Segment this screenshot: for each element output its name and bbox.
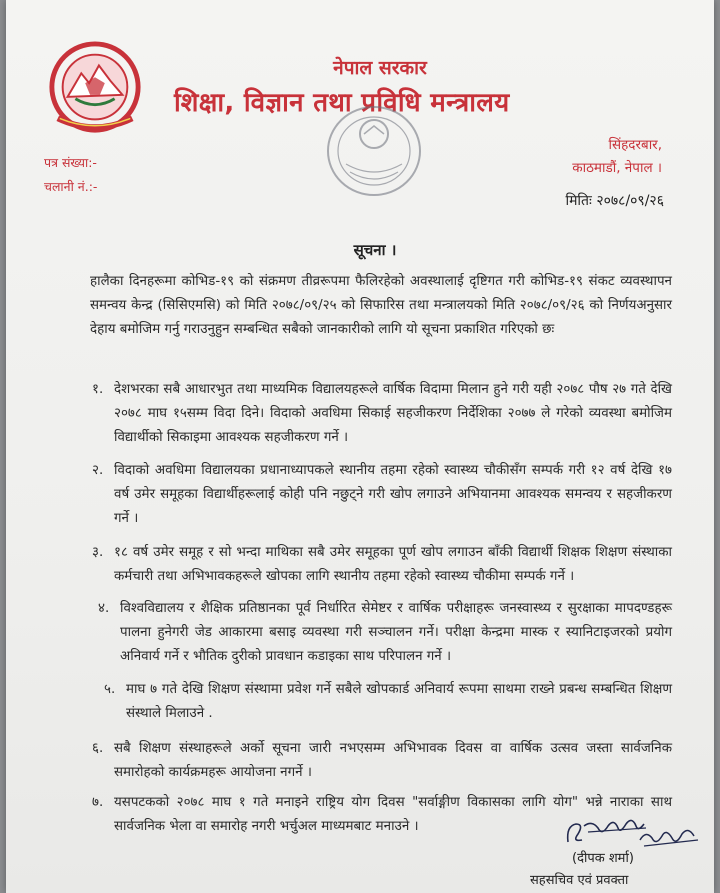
item-text: यसपटकको २०७८ माघ १ गते मनाइने राष्ट्रिय योग दिवस "सर्वाङ्गीण विकासका लागि योग" भन्ने नाराका साथ सार्वजनिक भेला वा समारोह नगरी भर्चुअल माध्यमबाट मनाउने । (114, 795, 672, 834)
item-number: ४. (98, 601, 110, 616)
list-item (92, 737, 672, 785)
government-name: नेपाल सरकार (333, 57, 427, 79)
notice-title: सूचना । (353, 241, 397, 259)
signatory-name: (दीपक शर्मा) (572, 851, 634, 866)
list-item (98, 597, 672, 669)
item-number: ७. (92, 795, 104, 810)
item-number: १. (92, 382, 104, 397)
list-item (92, 541, 672, 589)
notice-document (6, 0, 714, 893)
item-text: १८ वर्ष उमेर समूह र सो भन्दा माथिका सबै उमेर समूहका पूर्ण खोप लगाउन बाँकी विद्यार्थी शिक्षक शिक्षण संस्थाका कर्मचारी तथा अभिभावकहरूले खोपका लागि स्थानीय तहमा रहेको स्वास्थ्य चौकीमा सम्पर्क गर्ने । (114, 545, 672, 584)
item-number: ५. (104, 682, 116, 697)
item-text: माघ ७ गते देखि शिक्षण संस्थामा प्रवेश गर्ने सबैले खोपकार्ड अनिवार्य रूपमा साथमा राख्ने प्रबन्ध सम्बन्धित शिक्षण संस्थाले मिलाउने . (126, 682, 672, 721)
list-item (104, 678, 672, 726)
list-item (92, 378, 672, 450)
item-number: ६. (92, 741, 104, 756)
item-text: सबै शिक्षण संस्थाहरूले अर्को सूचना जारी नभएसम्म अभिभावक दिवस वा वार्षिक उत्सव जस्ता सार्वजनिक समारोहको कार्यक्रमहरू आयोजना नगर्ने । (114, 741, 672, 780)
item-number: २. (92, 463, 104, 478)
signatory-title: सहसचिव एवं प्रवक्ता (530, 873, 629, 888)
official-seal-icon (324, 104, 424, 199)
address-line-2: काठमाडौं, नेपाल । (572, 160, 662, 176)
item-text: विदाको अवधिमा विद्यालयका प्रधानाध्यापकले स्थानीय तहमा रहेको स्वास्थ्य चौकीसँग सम्पर्क गरी १२ वर्ष देखि १७ वर्ष उमेर समूहका विद्यार्थीहरूलाई कोही पनि नछुट्ने गरी खोप लगाउने अभियानमा आवश्यक समन्वय र सहजीकरण गर्ने । (114, 463, 672, 526)
reference-number-label: पत्र संख्या:- (44, 155, 97, 170)
ministry-name: शिक्षा, विज्ञान तथा प्रविधि मन्त्रालय (174, 88, 510, 118)
item-text: विश्वविद्यालय र शैक्षिक प्रतिष्ठानका पूर्व निर्धारित सेमेष्टर र वार्षिक परीक्षाहरू जनस्वास्थ्य र सुरक्षाका मापदण्डहरू पालना हुनेगरी जेड आकारमा बसाइ व्यवस्था गरी सञ्चालन गर्ने। परीक्षा केन्द्रमा मास्क र स्यानिटाइजरको प्रयोग अनिवार्य गर्ने र भौतिक दुरीको प्रावधान कडाइका साथ परिपालन गर्ने । (120, 601, 672, 664)
item-text: देशभरका सबै आधारभुत तथा माध्यमिक विद्यालयहरूले वार्षिक विदामा मिलान हुने गरी यही २०७८ पौष २७ गते देखि २०७८ माघ १५सम्म विदा दिने। विदाको अवधिमा सिकाई सहजीकरण निर्देशिका २०७७ ले गरेको व्यवस्था बमोजिम विद्यार्थीको सिकाइमा आवश्यक सहजीकरण गर्ने । (114, 382, 672, 445)
notice-intro: हालैका दिनहरूमा कोभिड-१९ को संक्रमण तीव्ररूपमा फैलिरहेको अवस्थालाई दृष्टिगत गरी कोभिड-१९ संकट व्यवस्थापन समन्वय केन्द्र (सिसिएमसि) को मिति २०७८/०९/२५ को सिफारिस तथा मन्त्रालयको मिति २०७८/०९/२६ को निर्णयअनुसार देहाय बमोजिम गर्नु गराउनुहुन सम्बन्धित सबैको जानकारीको लागि यो सूचना प्रकाशित गरिएको छः (90, 274, 672, 337)
list-item (92, 459, 672, 531)
address-line-1: सिंहदरबार, (608, 137, 662, 153)
dispatch-number-label: चलानी नं.:- (44, 179, 98, 194)
item-number: ३. (92, 545, 104, 560)
notice-date: मितिः २०७८/०९/२६ (565, 193, 664, 209)
